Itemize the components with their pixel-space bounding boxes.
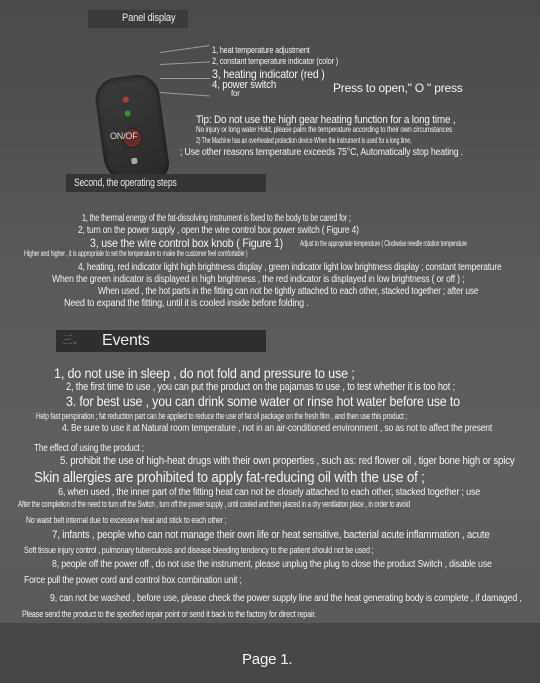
tip-line: No injury or long water Hold, please palm the temperature according to their own circumstances [196,125,453,134]
step-line: When the green indicator is displayed in high brightness , the red indicator is displayed in low brightness ( or off ) ; [52,274,465,285]
step-line: When used , the hot parts in the fitting can not be tightly attached to each other, stacked together ; after use [98,286,479,297]
event-line: 9, can not be washed , before use, please check the power supply line and the heat generating body is complete , if damaged , [50,593,522,604]
event-line: Skin allergies are prohibited to apply fat-reducing oil with the use of ; [34,469,425,486]
event-line: Please send the product to the specified repair point or send it back to the factory for direct repair. [22,609,317,619]
callout-line [160,92,210,96]
panel-item: for [231,89,240,98]
panel-display-title: Panel display [122,12,176,24]
step-line: 2, turn on the power supply , open the wire control box power switch ( Figure 4) [78,225,359,236]
step-line: Higher and higher , it is appropriate to set the temperature to make the customer feel comfortable ) [24,249,248,258]
event-line: 2, the first time to use , you can put the product on the pajamas to use , to test whether it is too hot ; [66,381,455,393]
tip-line: 2) The Machine has an overheated protection device When the instrument is used for a long time, [196,136,412,145]
constant-temperature-led [124,110,131,117]
operating-steps-title: Second, the operating steps [74,177,177,189]
event-line: No waist belt internal due to excessive heat and stick to each other ; [26,515,227,525]
event-line: Force pull the power cord and control box combination unit ; [24,575,242,586]
control-box-image [93,72,171,188]
heating-indicator-led [122,96,129,103]
step-line: 1, the thermal energy of the fat-dissolving instrument is fixed to the body to be cared for ; [82,213,351,224]
callout-line [160,78,210,79]
event-line: 1, do not use in sleep , do not fold and pressure to use ; [54,365,355,381]
step-line: Adjust to the appropriate temperature ( Clockwise needle rotation temperature [300,239,467,248]
callout-line [160,45,210,53]
event-line: 5. prohibit the use of high-heat drugs with their own properties , such as: red flower oil , tiger bone high or spicy [60,455,515,467]
events-title: Events [102,332,150,349]
event-line: 3. for best use , you can drink some water or rinse hot water before use to [66,393,460,409]
event-line: 4. Be sure to use it at Natural room temperature , not in an air-conditioned environment , so as not to affect the present [62,423,493,434]
event-line: After the completion of the need to turn off the Switch , turn off the power supply , until cooled and then placed in a dry ventilation place , in order to avoid [18,499,410,509]
step-line: Need to expand the fitting, until it is cooled inside before folding . [64,298,309,309]
tip-line: Tip: Do not use the high gear heating function for a long time , [196,114,456,126]
panel-item: 3, heating indicator (red ) [212,67,325,81]
event-line: 7, infants , people who can not manage their own life or heat sensitive, bacterial acute inflammation , acute [52,529,490,541]
panel-item: 1, heat temperature adjustment [212,45,310,55]
power-note: Press to open," O " press [333,81,463,95]
page-number: Page 1. [242,651,293,668]
event-line: 8, people off the power off , do not use the instrument, please unplug the plug to close the product Switch , disable use [52,559,492,570]
tip-line: ; Use other reasons temperature exceeds 75°C, Automatically stop heating . [180,147,464,158]
events-header [56,330,266,352]
step-line: 4, heating, red indicator light high brightness display , green indicator light low brightness display ; constant temperature [78,262,502,273]
operating-steps-header [66,174,266,192]
event-line: Soft tissue injury control , pulmonary tuberculosis and disease bleeding tendency to the patient should not be used ; [24,545,374,555]
event-line: The effect of using the product ; [34,443,144,454]
events-prefix: 三、 [62,334,84,346]
event-line: 6, when used , the inner part of the fitting heat can not be closely attached to each other, stacked together ; use [58,487,481,498]
step-line: 3, use the wire control box knob ( Figure 1) [90,236,283,250]
panel-item: 4, power switch [212,79,277,91]
panel-display-header [88,10,188,28]
callout-line [160,61,210,65]
panel-item: 2, constant temperature indicator (color ) [212,56,339,66]
power-switch-icon [131,158,138,165]
on-off-label: ON/OF [110,131,138,141]
event-line: Help fast perspiration ; fat reduction part can be applied to reduce the use of fat oil package on the fresh film , and then use this product ; [36,411,407,421]
